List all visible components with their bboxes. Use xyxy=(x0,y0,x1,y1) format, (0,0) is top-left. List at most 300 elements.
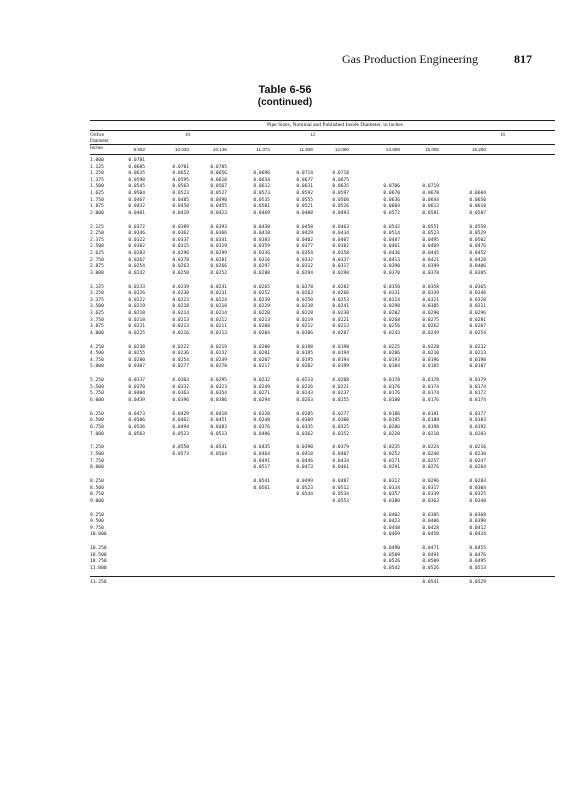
factor-cell: 0.0536 xyxy=(128,425,145,430)
orifice-diameter-cell: 8.500 xyxy=(90,485,104,491)
factor-cell: 0.0211 xyxy=(210,324,227,330)
factor-cell: 0.0252 xyxy=(383,452,400,457)
factor-cell: 0.0386 xyxy=(210,398,227,403)
factor-cell: 0.0706 xyxy=(383,184,400,190)
factor-cell: 0.0352 xyxy=(332,431,349,437)
factor-cell: 0.0312 xyxy=(383,479,400,484)
orifice-diameter-cell: 10.750 xyxy=(90,559,107,565)
inside-diameter-header: 11.938 xyxy=(299,147,313,152)
inside-diameter-header: 9.562 xyxy=(133,147,145,152)
factor-cell: 0.0385 xyxy=(469,270,486,276)
factor-cell: 0.0224 xyxy=(210,297,227,303)
factor-cell: 0.0635 xyxy=(128,171,145,177)
factor-cell: 0.0428 xyxy=(422,525,439,531)
factor-cell: 0.0184 xyxy=(383,364,400,370)
factor-cell: 0.0598 xyxy=(128,177,145,183)
factor-cell: 0.0241 xyxy=(210,284,227,290)
stub-heading-inches: Inches xyxy=(90,146,104,151)
orifice-diameter-cell: 11.250 xyxy=(90,579,107,585)
factor-cell: 0.0513 xyxy=(210,431,227,437)
factor-cell: 0.0223 xyxy=(172,297,189,303)
factor-cell: 0.0230 xyxy=(469,452,486,457)
orifice-diameter-cell: 1.125 xyxy=(90,164,104,170)
factor-cell: 0.0439 xyxy=(128,398,145,403)
factor-cell: 0.0325 xyxy=(332,425,349,430)
orifice-diameter-cell: 7.500 xyxy=(90,452,104,457)
factor-cell: 0.0446 xyxy=(296,458,313,464)
factor-cell: 0.0490 xyxy=(383,546,400,552)
factor-cell: 0.0213 xyxy=(172,324,189,330)
factor-cell: 0.0368 xyxy=(469,512,486,518)
factor-cell: 0.0542 xyxy=(383,566,400,571)
factor-cell: 0.0337 xyxy=(128,378,145,384)
factor-cell: 0.0526 xyxy=(332,204,349,210)
factor-cell: 0.0218 xyxy=(128,317,145,323)
factor-cell: 0.0221 xyxy=(332,317,349,323)
factor-cell: 0.0249 xyxy=(253,384,270,390)
factor-cell: 0.0502 xyxy=(469,237,486,243)
factor-cell: 0.0490 xyxy=(210,197,227,203)
factor-cell: 0.0432 xyxy=(128,204,145,210)
orifice-diameter-cell: 7.250 xyxy=(90,445,104,451)
factor-cell: 0.0231 xyxy=(210,291,227,297)
factor-cell: 0.0206 xyxy=(383,425,400,430)
orifice-diameter-cell: 6.500 xyxy=(90,418,104,424)
factor-cell: 0.0187 xyxy=(469,364,486,370)
factor-cell: 0.0635 xyxy=(332,184,349,190)
factor-cell: 0.0587 xyxy=(469,210,486,216)
factor-cell: 0.0325 xyxy=(469,492,486,498)
factor-cell: 0.0300 xyxy=(332,418,349,424)
factor-cell: 0.0483 xyxy=(210,425,227,430)
factor-cell: 0.0321 xyxy=(422,297,439,303)
factor-cell: 0.0495 xyxy=(422,237,439,243)
orifice-diameter-cell: 4.500 xyxy=(90,351,104,357)
orifice-diameter-cell: 5.000 xyxy=(90,364,104,370)
factor-cell: 0.0337 xyxy=(332,257,349,263)
orifice-diameter-cell: 5.750 xyxy=(90,391,104,397)
factor-cell: 0.0238 xyxy=(296,304,313,310)
orifice-diameter-cell: 1.000 xyxy=(90,158,104,163)
orifice-diameter-cell: 2.500 xyxy=(90,244,104,250)
factor-cell: 0.0186 xyxy=(383,411,400,417)
factor-cell: 0.0597 xyxy=(332,191,349,196)
factor-cell: 0.0348 xyxy=(253,418,270,424)
factor-cell: 0.0399 xyxy=(422,264,439,270)
factor-cell: 0.0176 xyxy=(422,398,439,403)
bottom-rule xyxy=(90,576,555,577)
factor-cell: 0.0183 xyxy=(469,418,486,424)
factor-cell: 0.0199 xyxy=(332,364,349,370)
factor-cell: 0.0436 xyxy=(383,251,400,256)
factor-cell: 0.0228 xyxy=(296,311,313,316)
factor-cell: 0.0299 xyxy=(210,251,227,256)
factor-cell: 0.0202 xyxy=(296,364,313,370)
factor-cell: 0.0348 xyxy=(469,498,486,504)
factor-cell: 0.0314 xyxy=(383,297,400,303)
factor-cell: 0.0180 xyxy=(383,398,400,403)
factor-cell: 0.0178 xyxy=(422,378,439,384)
factor-cell: 0.0233 xyxy=(128,284,145,290)
factor-cell: 0.0675 xyxy=(332,177,349,183)
factor-cell: 0.0434 xyxy=(332,231,349,237)
factor-cell: 0.0198 xyxy=(422,425,439,430)
factor-cell: 0.0550 xyxy=(172,445,189,451)
factor-cell: 0.0354 xyxy=(296,251,313,256)
factor-cell: 0.0434 xyxy=(332,458,349,464)
orifice-diameter-cell: 3.250 xyxy=(90,291,104,297)
factor-cell: 0.0435 xyxy=(253,445,270,451)
factor-cell: 0.0296 xyxy=(469,311,486,316)
factor-cell: 0.0203 xyxy=(469,431,486,437)
factor-cell: 0.0281 xyxy=(210,257,227,263)
factor-cell: 0.0298 xyxy=(383,304,400,310)
factor-cell: 0.0268 xyxy=(383,317,400,323)
factor-cell: 0.0181 xyxy=(422,411,439,417)
factor-cell: 0.0230 xyxy=(332,311,349,316)
factor-cell: 0.0331 xyxy=(383,291,400,297)
factor-cell: 0.0216 xyxy=(172,330,189,336)
factor-cell: 0.0423 xyxy=(210,210,227,216)
factor-cell: 0.0213 xyxy=(469,351,486,357)
factor-cell: 0.0501 xyxy=(253,204,270,210)
factor-cell: 0.0220 xyxy=(253,311,270,316)
factor-cell: 0.0429 xyxy=(296,231,313,237)
orifice-diameter-cell: 9.500 xyxy=(90,519,104,525)
factor-cell: 0.0174 xyxy=(422,391,439,397)
factor-cell: 0.0644 xyxy=(422,197,439,203)
orifice-diameter-cell: 2.625 xyxy=(90,251,104,256)
factor-cell: 0.0224 xyxy=(422,445,439,451)
factor-cell: 0.0291 xyxy=(383,465,400,471)
factor-cell: 0.0270 xyxy=(210,364,227,370)
factor-cell: 0.0226 xyxy=(296,384,313,390)
factor-cell: 0.0564 xyxy=(210,452,227,457)
orifice-diameter-cell: 4.000 xyxy=(90,330,104,336)
factor-cell: 0.0212 xyxy=(210,317,227,323)
factor-cell: 0.0541 xyxy=(422,579,439,585)
factor-cell: 0.0219 xyxy=(210,344,227,350)
factor-cell: 0.0243 xyxy=(296,391,313,397)
factor-cell: 0.0362 xyxy=(172,231,189,237)
factor-cell: 0.0542 xyxy=(383,224,400,230)
factor-cell: 0.0229 xyxy=(253,304,270,310)
span-heading: Pipe Sizes, Nominal and Published Inside Diameter, in inches xyxy=(266,122,404,128)
factor-cell: 0.0198 xyxy=(469,357,486,363)
factor-cell: 0.0595 xyxy=(172,177,189,183)
orifice-diameter-cell: 1.875 xyxy=(90,204,104,210)
factor-cell: 0.0174 xyxy=(469,384,486,390)
factor-cell: 0.0206 xyxy=(296,330,313,336)
factor-cell: 0.0541 xyxy=(210,445,227,451)
factor-cell: 0.0257 xyxy=(422,458,439,464)
header-title: Gas Production Engineering xyxy=(342,52,478,66)
orifice-diameter-cell: 2.000 xyxy=(90,210,104,216)
factor-cell: 0.0438 xyxy=(253,224,270,230)
factor-cell: 0.0263 xyxy=(172,264,189,270)
factor-cell: 0.0491 xyxy=(422,552,439,558)
factor-cell: 0.0337 xyxy=(172,237,189,243)
factor-cell: 0.0402 xyxy=(383,512,400,518)
factor-cell: 0.0513 xyxy=(469,566,486,571)
factor-cell: 0.0613 xyxy=(422,204,439,210)
orifice-diameter-cell: 7.000 xyxy=(90,431,104,437)
factor-cell: 0.0267 xyxy=(128,257,145,263)
factor-cell: 0.0523 xyxy=(172,191,189,196)
table-subtitle: (continued) xyxy=(257,97,313,108)
header-bottom-rule xyxy=(90,154,555,155)
factor-cell: 0.0685 xyxy=(128,164,145,170)
orifice-diameter-cell: 8.000 xyxy=(90,465,104,471)
factor-cell: 0.0253 xyxy=(332,297,349,303)
factor-cell: 0.0363 xyxy=(422,498,439,504)
factor-cell: 0.0485 xyxy=(172,197,189,203)
factor-cell: 0.0267 xyxy=(469,324,486,330)
factor-cell: 0.0247 xyxy=(469,458,486,464)
factor-cell: 0.0335 xyxy=(296,425,313,430)
factor-cell: 0.0263 xyxy=(296,291,313,297)
factor-cell: 0.0226 xyxy=(128,291,145,297)
factor-cell: 0.0545 xyxy=(128,184,145,190)
factor-cell: 0.0461 xyxy=(383,244,400,250)
orifice-diameter-cell: 7.750 xyxy=(90,458,104,464)
orifice-diameter-cell: 10.500 xyxy=(90,552,107,558)
factor-cell: 0.0213 xyxy=(253,317,270,323)
factor-cell: 0.0192 xyxy=(469,425,486,430)
factor-cell: 0.0176 xyxy=(383,391,400,397)
factor-cell: 0.0385 xyxy=(422,512,439,518)
factor-cell: 0.0254 xyxy=(172,357,189,363)
factor-cell: 0.0195 xyxy=(296,351,313,357)
factor-cell: 0.0553 xyxy=(332,498,349,504)
factor-cell: 0.0188 xyxy=(422,418,439,424)
factor-cell: 0.0354 xyxy=(210,391,227,397)
factor-cell: 0.0285 xyxy=(296,411,313,417)
factor-cell: 0.0445 xyxy=(422,251,439,256)
factor-cell: 0.0220 xyxy=(383,431,400,437)
factor-cell: 0.0469 xyxy=(253,210,270,216)
factor-cell: 0.0336 xyxy=(253,251,270,256)
factor-cell: 0.0213 xyxy=(296,378,313,384)
factor-cell: 0.0276 xyxy=(422,465,439,471)
factor-cell: 0.0634 xyxy=(253,177,270,183)
factor-cell: 0.0560 xyxy=(332,197,349,203)
factor-cell: 0.0218 xyxy=(172,304,189,310)
factor-cell: 0.0402 xyxy=(296,237,313,243)
factor-cell: 0.0283 xyxy=(128,251,145,256)
factor-cell: 0.0239 xyxy=(253,297,270,303)
factor-cell: 0.0277 xyxy=(172,364,189,370)
factor-cell: 0.0238 xyxy=(128,344,145,350)
factor-cell: 0.0266 xyxy=(332,291,349,297)
factor-cell: 0.0612 xyxy=(253,184,270,190)
factor-cell: 0.0280 xyxy=(128,357,145,363)
factor-cell: 0.0216 xyxy=(469,445,486,451)
factor-cell: 0.0476 xyxy=(469,552,486,558)
factor-cell: 0.0378 xyxy=(422,270,439,276)
factor-cell: 0.0239 xyxy=(172,284,189,290)
factor-cell: 0.0178 xyxy=(383,378,400,384)
factor-cell: 0.0271 xyxy=(253,391,270,397)
factor-cell: 0.0195 xyxy=(296,357,313,363)
inside-diameter-header: 14.688 xyxy=(385,147,400,152)
factor-cell: 0.0473 xyxy=(296,465,313,471)
factor-cell: 0.0719 xyxy=(422,184,439,190)
factor-cell: 0.0471 xyxy=(422,546,439,552)
factor-cell: 0.0504 xyxy=(128,191,145,196)
factor-cell: 0.0225 xyxy=(128,330,145,336)
factor-cell: 0.0499 xyxy=(296,479,313,484)
factor-cell: 0.0213 xyxy=(332,324,349,330)
factor-cell: 0.0514 xyxy=(383,231,400,237)
factor-cell: 0.0217 xyxy=(253,364,270,370)
factor-cell: 0.0232 xyxy=(469,344,486,350)
nominal-size-16: 16 xyxy=(500,133,505,138)
factor-cell: 0.0370 xyxy=(383,270,400,276)
factor-cell: 0.0328 xyxy=(469,297,486,303)
factor-cell: 0.0213 xyxy=(210,330,227,336)
factor-cell: 0.0264 xyxy=(469,465,486,471)
factor-cell: 0.0523 xyxy=(422,231,439,237)
factor-cell: 0.0194 xyxy=(332,357,349,363)
factor-cell: 0.0332 xyxy=(172,384,189,390)
factor-cell: 0.0555 xyxy=(296,197,313,203)
factor-cell: 0.0450 xyxy=(422,532,439,538)
factor-cell: 0.0418 xyxy=(296,452,313,457)
factor-cell: 0.0230 xyxy=(172,291,189,297)
factor-cell: 0.0219 xyxy=(296,317,313,323)
orifice-diameter-cell: 1.250 xyxy=(90,171,104,177)
table-title: Table 6-56 xyxy=(258,84,312,96)
factor-cell: 0.0487 xyxy=(383,237,400,243)
factor-cell: 0.0383 xyxy=(253,237,270,243)
factor-cell: 0.0390 xyxy=(383,264,400,270)
factor-cell: 0.0495 xyxy=(469,559,486,565)
orifice-diameter-cell: 10.250 xyxy=(90,546,107,552)
factor-cell: 0.0218 xyxy=(210,304,227,310)
factor-cell: 0.0176 xyxy=(383,384,400,390)
factor-cell: 0.0320 xyxy=(253,411,270,417)
factor-cell: 0.0294 xyxy=(296,270,313,276)
factor-cell: 0.0237 xyxy=(332,391,349,397)
factor-cell: 0.0407 xyxy=(332,237,349,243)
factor-cell: 0.0418 xyxy=(210,411,227,417)
nominal-size-12: 12 xyxy=(310,133,315,138)
factor-cell: 0.0563 xyxy=(172,184,189,190)
factor-cell: 0.0307 xyxy=(128,364,145,370)
factor-cell: 0.0372 xyxy=(128,224,145,230)
factor-cell: 0.0529 xyxy=(469,579,486,585)
factor-cell: 0.0281 xyxy=(469,317,486,323)
factor-cell: 0.0303 xyxy=(172,378,189,384)
factor-cell: 0.0317 xyxy=(422,485,439,491)
factor-cell: 0.0410 xyxy=(253,231,270,237)
orifice-diameter-cell: 6.250 xyxy=(90,411,104,417)
factor-cell: 0.0476 xyxy=(469,244,486,250)
factor-cell: 0.0249 xyxy=(422,330,439,336)
factor-cell: 0.0379 xyxy=(332,445,349,451)
factor-cell: 0.0512 xyxy=(332,485,349,491)
factor-cell: 0.0275 xyxy=(422,317,439,323)
factor-cell: 0.0174 xyxy=(469,398,486,403)
factor-cell: 0.0249 xyxy=(210,357,227,363)
factor-cell: 0.0781 xyxy=(128,158,145,163)
factor-cell: 0.0198 xyxy=(332,344,349,350)
inside-diameter-header: 11.374 xyxy=(256,147,270,152)
factor-cell: 0.0194 xyxy=(332,351,349,357)
factor-cell: 0.0302 xyxy=(128,244,145,250)
orifice-diameter-cell: 1.625 xyxy=(90,191,104,196)
factor-cell: 0.0198 xyxy=(296,344,313,350)
factor-cell: 0.0222 xyxy=(128,297,145,303)
factor-cell: 0.0309 xyxy=(296,418,313,424)
factor-cell: 0.0271 xyxy=(383,458,400,464)
factor-cell: 0.0363 xyxy=(172,391,189,397)
factor-cell: 0.0656 xyxy=(210,171,227,177)
factor-cell: 0.0241 xyxy=(332,304,349,310)
factor-cell: 0.0581 xyxy=(422,210,439,216)
nominal-size-10: 10 xyxy=(185,133,190,138)
factor-cell: 0.0467 xyxy=(128,197,145,203)
orifice-diameter-cell: 10.000 xyxy=(90,532,107,538)
factor-cell: 0.0232 xyxy=(253,378,270,384)
factor-cell: 0.0526 xyxy=(383,559,400,565)
factor-cell: 0.0295 xyxy=(210,378,227,384)
factor-cell: 0.0346 xyxy=(128,231,145,237)
orifice-diameter-cell: 9.750 xyxy=(90,525,104,531)
factor-cell: 0.0527 xyxy=(210,191,227,196)
factor-cell: 0.0185 xyxy=(422,364,439,370)
factor-cell: 0.0506 xyxy=(128,418,145,424)
factor-cell: 0.0455 xyxy=(210,204,227,210)
factor-cell: 0.0311 xyxy=(469,304,486,310)
factor-cell: 0.0469 xyxy=(383,532,400,538)
factor-cell: 0.0319 xyxy=(210,244,227,250)
orifice-diameter-cell: 8.750 xyxy=(90,492,104,498)
orifice-diameter-cell: 3.500 xyxy=(90,304,104,310)
factor-cell: 0.0390 xyxy=(469,519,486,525)
inside-diameter-header: 10.136 xyxy=(212,147,227,152)
inside-diameter-header: 12.090 xyxy=(334,147,349,152)
factor-cell: 0.0563 xyxy=(128,431,145,437)
factor-cell: 0.0255 xyxy=(128,351,145,357)
factor-cell: 0.0701 xyxy=(172,164,189,170)
factor-cell: 0.0204 xyxy=(253,330,270,336)
factor-cell: 0.0208 xyxy=(253,324,270,330)
factor-cell: 0.0315 xyxy=(172,244,189,250)
factor-cell: 0.0346 xyxy=(469,291,486,297)
page-number: 817 xyxy=(514,52,532,66)
factor-cell: 0.0222 xyxy=(172,344,189,350)
factor-cell: 0.0323 xyxy=(210,384,227,390)
factor-cell: 0.0240 xyxy=(422,452,439,457)
orifice-diameter-cell: 4.250 xyxy=(90,344,104,350)
span-rule xyxy=(90,130,555,131)
factor-cell: 0.0610 xyxy=(210,177,227,183)
factor-cell: 0.0305 xyxy=(422,304,439,310)
factor-cell: 0.0452 xyxy=(469,251,486,256)
factor-cell: 0.0280 xyxy=(253,270,270,276)
factor-cell: 0.0358 xyxy=(332,251,349,256)
factor-cell: 0.0255 xyxy=(332,398,349,403)
factor-cell: 0.0357 xyxy=(383,492,400,498)
factor-cell: 0.0201 xyxy=(253,351,270,357)
factor-cell: 0.0250 xyxy=(172,270,189,276)
factor-cell: 0.0172 xyxy=(469,391,486,397)
top-rule xyxy=(90,120,555,121)
factor-cell: 0.0362 xyxy=(296,431,313,437)
factor-cell: 0.0213 xyxy=(172,317,189,323)
